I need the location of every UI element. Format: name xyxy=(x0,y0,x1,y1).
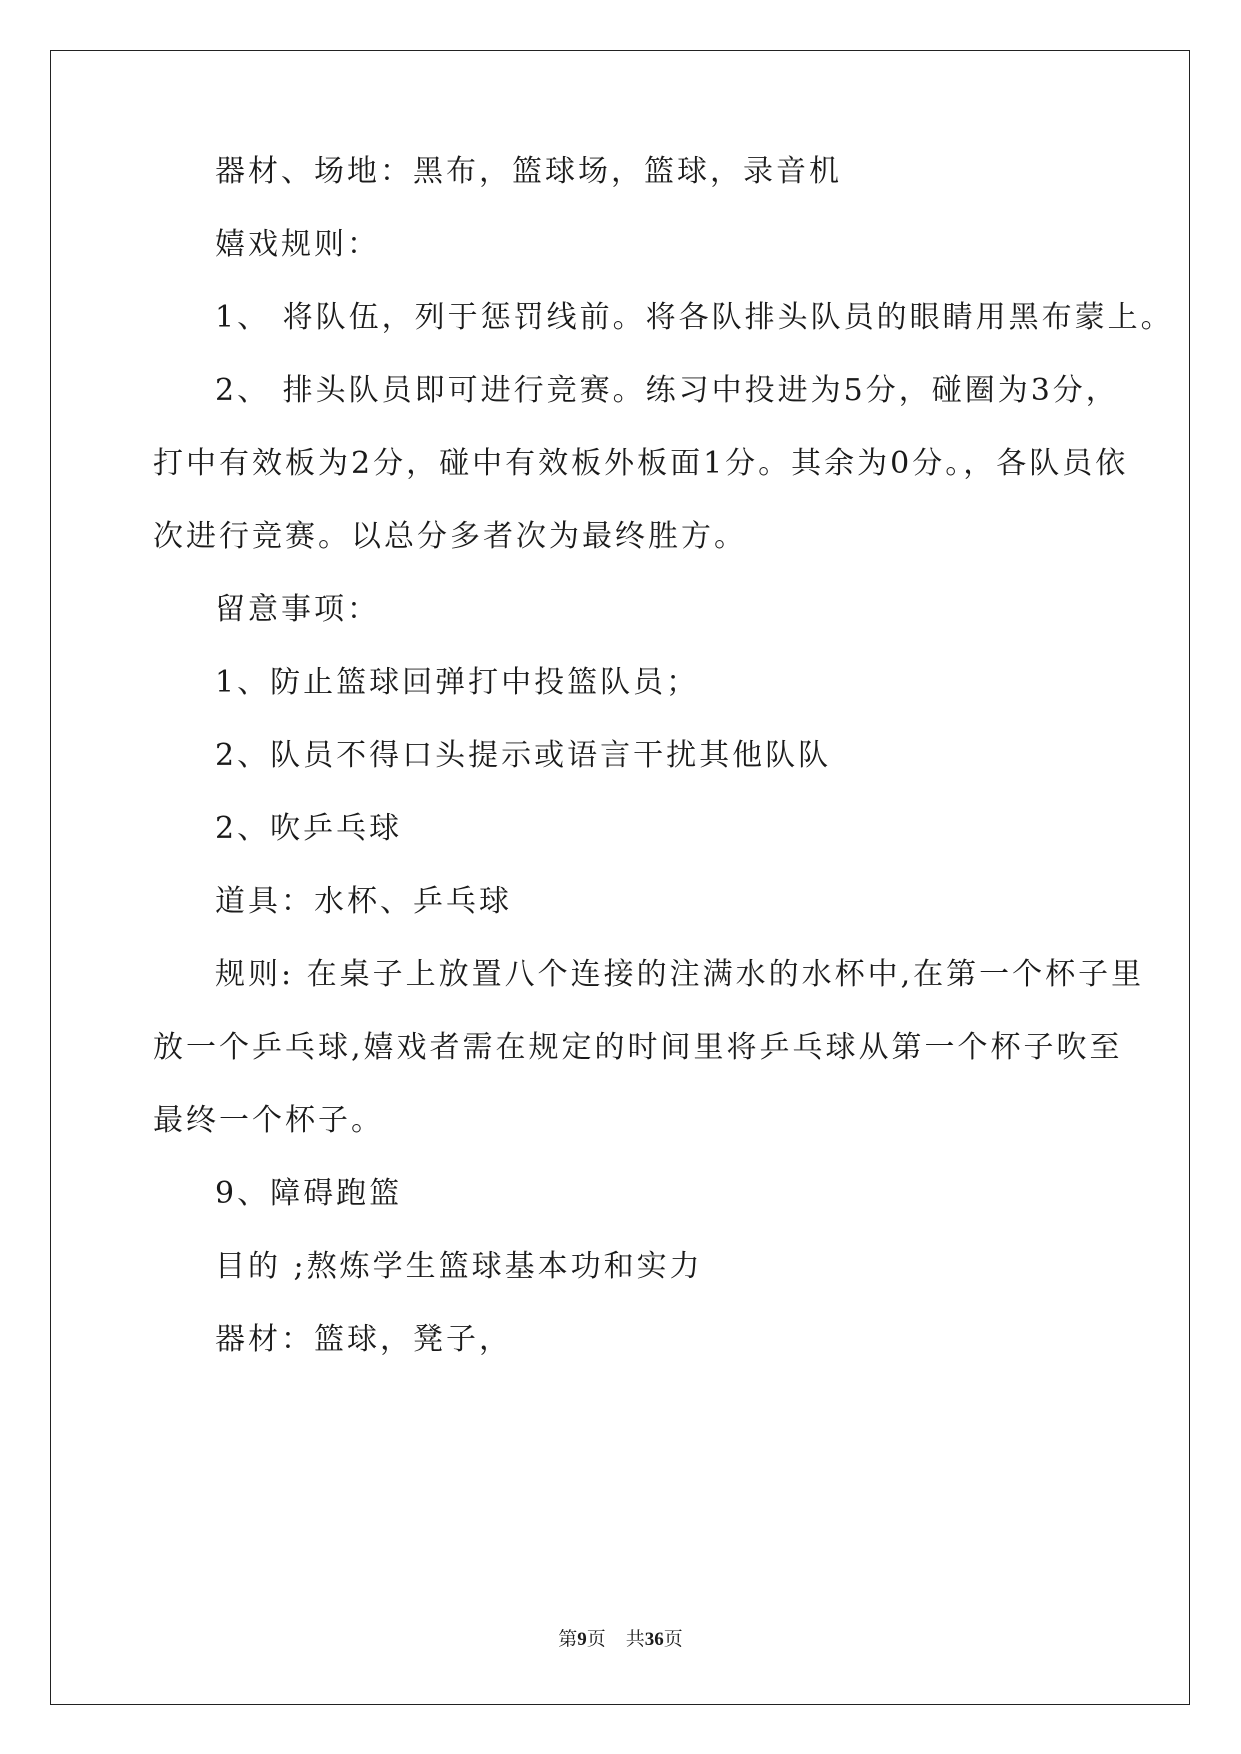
text-line: 目的 ;熬炼学生篮球基本功和实力 xyxy=(215,1249,703,1284)
text-line: 2、队员不得口头提示或语言干扰其他队队 xyxy=(215,738,832,773)
text-line: 2、吹乒乓球 xyxy=(215,811,403,846)
footer-page-number: 9 xyxy=(577,1629,587,1650)
text-line: 器材：篮球，凳子， xyxy=(215,1322,512,1357)
footer-total-pages: 36 xyxy=(644,1629,664,1650)
footer-total-prefix: 共 xyxy=(625,1629,645,1650)
text-line: 留意事项： xyxy=(215,592,380,627)
text-line: 嬉戏规则： xyxy=(215,227,380,262)
text-line: 9、障碍跑篮 xyxy=(215,1176,403,1211)
footer-page-prefix: 第 xyxy=(558,1629,578,1650)
text-line: 打中有效板为2分，碰中有效板外板面1分。其余为0分。，各队员依 xyxy=(153,446,1129,481)
text-line: 道具：水杯、乒乓球 xyxy=(215,884,512,919)
text-line: 2、 排头队员即可进行竞赛。练习中投进为5分，碰圈为3分， xyxy=(215,373,1119,408)
text-line: 1、防止篮球回弹打中投篮队员； xyxy=(215,665,700,700)
footer-page-suffix: 页 xyxy=(586,1629,606,1650)
footer-total-suffix: 页 xyxy=(663,1629,683,1650)
text-line: 最终一个杯子。 xyxy=(153,1103,384,1138)
text-line: 1、 将队伍，列于惩罚线前。将各队排头队员的眼睛用黑布蒙上。 xyxy=(215,300,1174,335)
text-line: 放一个乒乓球,嬉戏者需在规定的时间里将乒乓球从第一个杯子吹至 xyxy=(153,1030,1123,1065)
text-line: 器材、场地：黑布，篮球场，篮球，录音机 xyxy=(215,154,842,189)
text-line: 次进行竞赛。以总分多者次为最终胜方。 xyxy=(153,519,747,554)
page-footer xyxy=(0,1628,1241,1652)
text-line: 规则: 在桌子上放置八个连接的注满水的水杯中,在第一个杯子里 xyxy=(215,957,1145,992)
